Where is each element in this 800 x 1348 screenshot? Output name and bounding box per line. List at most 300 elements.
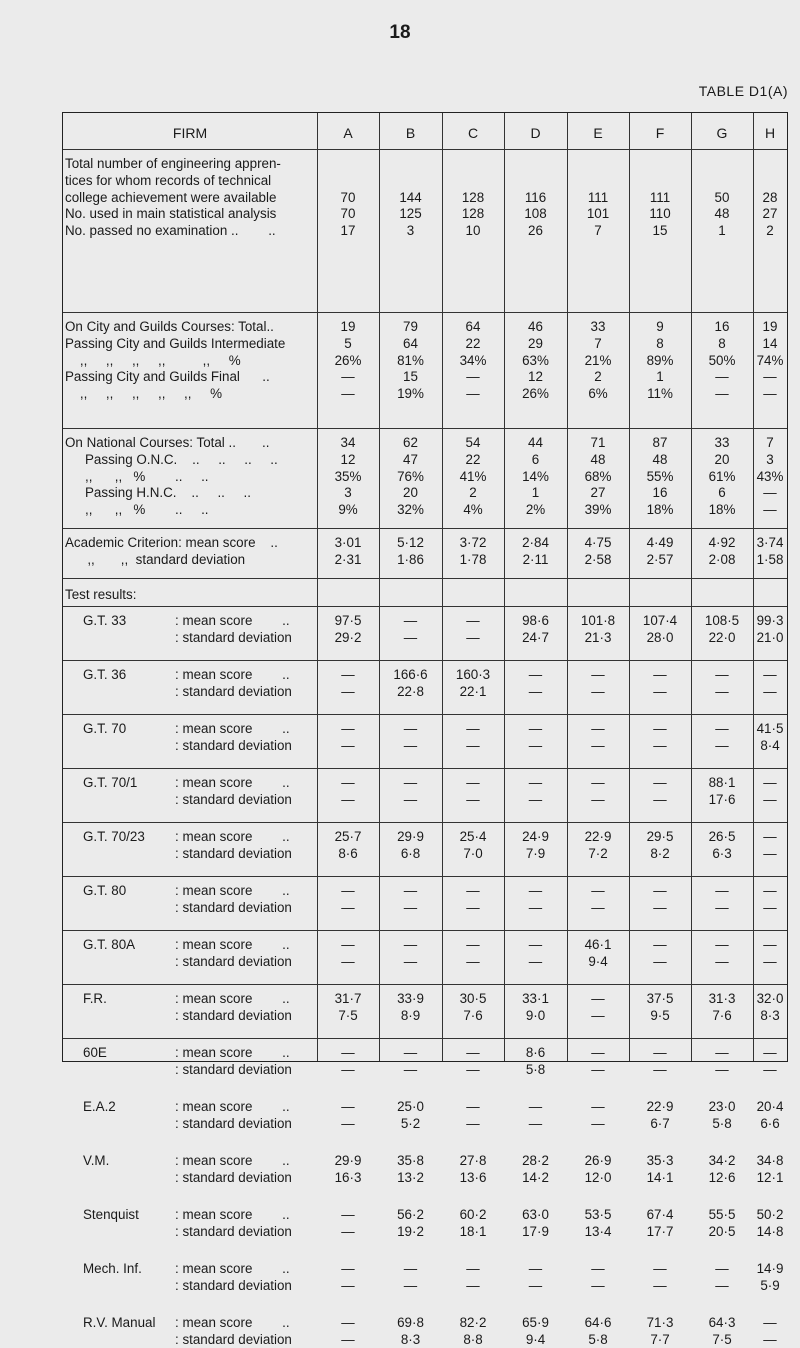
table-cell: 4·92 (708, 535, 736, 550)
standard-deviation-label: : standard deviation (175, 737, 292, 753)
mean-score-label: : mean score .. (175, 1315, 290, 1330)
table-cell: 17 (340, 223, 356, 239)
row-label: college achievement were available (65, 189, 277, 205)
table-cell: — (763, 369, 777, 385)
table-cell: — (653, 1277, 667, 1293)
table-cell: 71·3 (646, 1315, 674, 1330)
table-cell: — (591, 991, 605, 1006)
table-cell: 21% (584, 352, 612, 368)
table-cell: 14·9 (756, 1261, 784, 1276)
table-cell: 25·4 (459, 829, 487, 844)
table-cell: — (466, 1115, 480, 1131)
table-cell: 3 (406, 223, 415, 239)
standard-deviation-label: : standard deviation (175, 1277, 292, 1293)
table-cell: — (653, 937, 667, 952)
column-divider (629, 113, 630, 1061)
table-cell: 8·4 (760, 737, 780, 753)
table-cell: 18% (646, 502, 674, 518)
test-name: 60E (83, 1045, 107, 1060)
table-cell: 5 (344, 335, 352, 351)
table-cell: 101 (586, 206, 610, 222)
table-cell: 9·4 (525, 1331, 546, 1347)
table-cell: — (341, 369, 355, 385)
table-cell: 44 (528, 435, 543, 450)
table-cell: 19·2 (397, 1223, 424, 1239)
column-header: B (405, 125, 416, 141)
row-divider (63, 428, 787, 429)
table-cell: — (341, 1315, 355, 1330)
table-cell: — (591, 1277, 605, 1293)
table-cell: — (466, 791, 480, 807)
table-cell: 29·2 (334, 629, 362, 645)
table-cell: 12 (528, 369, 543, 385)
table-cell: 88·1 (708, 775, 736, 790)
table-cell: 50% (708, 352, 736, 368)
test-name: Mech. Inf. (83, 1261, 142, 1276)
table-cell: 2 (469, 485, 477, 501)
row-divider (63, 660, 787, 661)
table-cell: 20·4 (756, 1099, 784, 1114)
standard-deviation-label: : standard deviation (175, 953, 292, 969)
table-cell: — (341, 667, 355, 682)
mean-score-label: : mean score .. (175, 1207, 290, 1222)
table-cell: — (653, 883, 667, 898)
table-cell: 20 (403, 485, 418, 501)
table-cell: — (403, 1277, 418, 1293)
table-cell: — (763, 1315, 777, 1330)
table-cell: 7 (594, 335, 602, 351)
table-cell: 97·5 (334, 613, 362, 628)
table-cell: 26% (334, 352, 362, 368)
table-cell: — (466, 613, 480, 628)
column-header: FIRM (172, 125, 208, 141)
table-cell: — (528, 953, 543, 969)
table-cell: 7·6 (712, 1007, 732, 1023)
standard-deviation-label: : standard deviation (175, 899, 292, 915)
table-cell: — (466, 1099, 480, 1114)
table-cell: — (341, 883, 355, 898)
table-cell: 7 (766, 435, 774, 450)
table-cell: 1 (718, 223, 726, 239)
table-cell: 3·74 (756, 535, 784, 550)
column-header: E (593, 125, 603, 141)
table-cell: 26·5 (708, 829, 736, 844)
table-cell: — (591, 1045, 605, 1060)
table-cell: 68% (584, 468, 612, 484)
table-cell: 12·1 (756, 1169, 784, 1185)
table-cell: 32% (397, 502, 424, 518)
table-cell: 7·9 (525, 845, 546, 861)
table-cell: 89% (646, 352, 674, 368)
row-label: ,, ,, ,, ,, ,, % (65, 352, 241, 368)
table-cell: — (341, 386, 355, 402)
table-cell: — (715, 386, 729, 402)
table-cell: 70 (340, 206, 356, 222)
test-name: G.T. 36 (83, 667, 127, 682)
table-cell: 31·7 (334, 991, 362, 1006)
table-cell: — (403, 883, 418, 898)
table-cell: 6·3 (712, 845, 732, 861)
table-cell: 1·86 (397, 551, 424, 567)
row-divider (63, 312, 787, 313)
table-cell: 4% (463, 502, 483, 518)
table-cell: 15 (403, 369, 418, 385)
table-cell: — (403, 737, 418, 753)
table-cell: — (763, 775, 777, 790)
table-cell: 18·1 (459, 1223, 487, 1239)
table-cell: 22·8 (397, 683, 424, 699)
row-label: ,, ,, % .. .. (85, 468, 209, 484)
table-cell: 6·6 (760, 1115, 780, 1131)
mean-score-label: : mean score .. (175, 1261, 290, 1276)
table-cell: 39% (584, 502, 612, 518)
table-cell: — (763, 386, 777, 402)
table-cell: 71 (590, 435, 606, 450)
row-label: On National Courses: Total .. .. (65, 435, 270, 450)
table-cell: 35·3 (646, 1153, 674, 1168)
table-cell: 26 (528, 223, 543, 239)
table-cell: 24·7 (522, 629, 549, 645)
table-cell: — (466, 629, 480, 645)
table-cell: — (715, 1061, 729, 1077)
test-name: Stenquist (83, 1207, 139, 1222)
table-cell: — (403, 613, 418, 628)
standard-deviation-label: : standard deviation (175, 1115, 292, 1131)
table-cell: 3 (344, 485, 352, 501)
row-label: No. passed no examination .. .. (65, 223, 276, 239)
table-cell: 27 (590, 485, 606, 501)
table-cell: 50·2 (756, 1207, 784, 1222)
table-cell: — (341, 791, 355, 807)
table-cell: 87 (652, 435, 668, 450)
table-cell: 7·2 (588, 845, 608, 861)
table-cell: 56·2 (397, 1207, 424, 1222)
row-divider (63, 822, 787, 823)
table-cell: — (763, 502, 777, 518)
table-cell: 48 (652, 451, 668, 467)
table-cell: 7·6 (463, 1007, 483, 1023)
table-cell: 20 (714, 451, 730, 467)
table-cell: — (528, 899, 543, 915)
table-cell: — (653, 683, 667, 699)
table-cell: — (591, 1115, 605, 1131)
table-cell: 29·5 (646, 829, 674, 844)
table-cell: 35·8 (397, 1153, 424, 1168)
table-cell: 9·5 (650, 1007, 670, 1023)
table-cell: 3 (766, 451, 774, 467)
table-cell: 28·2 (522, 1153, 549, 1168)
table-cell: — (341, 1277, 355, 1293)
column-divider (442, 113, 443, 1061)
table-cell: 111 (649, 189, 671, 205)
table-cell: — (591, 667, 605, 682)
column-divider (567, 113, 568, 1061)
table-cell: — (403, 953, 418, 969)
table-cell: — (341, 899, 355, 915)
table-cell: — (403, 629, 418, 645)
table-cell: — (466, 1261, 480, 1276)
row-label: ,, ,, standard deviation (65, 551, 246, 567)
table-cell: — (341, 1061, 355, 1077)
table-cell: — (763, 953, 777, 969)
table-cell: 55·5 (708, 1207, 736, 1222)
table-cell: 2·31 (334, 551, 362, 567)
table-cell: — (403, 1061, 418, 1077)
table-cell: 79 (403, 319, 418, 334)
standard-deviation-label: : standard deviation (175, 1223, 292, 1239)
table-cell: 74% (756, 352, 784, 368)
table-cell: — (763, 845, 777, 861)
table-cell: — (341, 721, 355, 736)
row-label: Test results: (65, 587, 137, 602)
row-label: Passing H.N.C. .. .. .. (85, 485, 251, 501)
table-cell: — (715, 737, 729, 753)
table-cell: 65·9 (522, 1315, 549, 1330)
table-cell: 9 (656, 319, 664, 334)
standard-deviation-label: : standard deviation (175, 1331, 292, 1347)
mean-score-label: : mean score .. (175, 721, 290, 736)
table-cell: 6 (531, 451, 540, 467)
standard-deviation-label: : standard deviation (175, 1007, 292, 1023)
table-cell: — (403, 1261, 418, 1276)
standard-deviation-label: : standard deviation (175, 845, 292, 861)
table-cell: — (403, 1045, 418, 1060)
table-cell: — (763, 937, 777, 952)
table-cell: 14·8 (756, 1223, 784, 1239)
table-cell: 101·8 (580, 613, 616, 628)
table-caption: TABLE D1(A) (698, 83, 788, 99)
table-cell: 61% (708, 468, 736, 484)
table-cell: 29·9 (397, 829, 424, 844)
table-cell: 64 (465, 319, 481, 334)
table-cell: — (715, 899, 729, 915)
table-cell: 14·1 (646, 1169, 674, 1185)
table-cell: 16 (714, 319, 730, 334)
table-cell: 128 (461, 189, 485, 205)
table-cell: — (653, 1061, 667, 1077)
table-cell: 16·3 (334, 1169, 362, 1185)
table-cell: 22·9 (646, 1099, 674, 1114)
table-cell: 2 (766, 223, 774, 239)
table-cell: 25·0 (397, 1099, 424, 1114)
test-name: G.T. 70 (83, 721, 127, 736)
table-cell: — (341, 1207, 355, 1222)
table-cell: 35% (334, 468, 362, 484)
row-divider (63, 930, 787, 931)
table-cell: 1·58 (756, 551, 784, 567)
table-cell: 48 (590, 451, 606, 467)
table-cell: — (591, 1061, 605, 1077)
table-cell: 53·5 (584, 1207, 612, 1222)
mean-score-label: : mean score .. (175, 613, 290, 628)
row-divider (63, 984, 787, 985)
table-cell: 34·2 (708, 1153, 736, 1168)
table-cell: — (763, 1045, 777, 1060)
table-cell: 18% (708, 502, 736, 518)
table-cell: 17·6 (708, 791, 736, 807)
row-label: ,, ,, % .. .. (85, 502, 209, 518)
table-cell: — (591, 791, 605, 807)
table-cell: 22·1 (459, 683, 487, 699)
table-cell: 17·9 (522, 1223, 549, 1239)
table-cell: 7·5 (712, 1331, 732, 1347)
table-cell: 41·5 (756, 721, 784, 736)
standard-deviation-label: : standard deviation (175, 1169, 292, 1185)
table-cell: 48 (714, 206, 730, 222)
table-cell: 8·6 (525, 1045, 546, 1060)
standard-deviation-label: : standard deviation (175, 683, 292, 699)
table-cell: — (763, 883, 777, 898)
table-cell: 7·5 (338, 1007, 358, 1023)
row-label: No. used in main statistical analysis (65, 206, 277, 222)
table-cell: — (715, 883, 729, 898)
table-cell: — (591, 737, 605, 753)
table-cell: 7 (594, 223, 602, 239)
table-cell: — (763, 1061, 777, 1077)
table-cell: — (715, 953, 729, 969)
table-cell: — (653, 791, 667, 807)
row-divider (63, 149, 787, 150)
table-cell: — (763, 683, 777, 699)
column-header: G (716, 125, 728, 141)
mean-score-label: : mean score .. (175, 1153, 290, 1168)
table-cell: 3·72 (459, 535, 487, 550)
table-cell: 32·0 (756, 991, 784, 1006)
table-cell: 16 (652, 485, 668, 501)
table-cell: 5·12 (397, 535, 424, 550)
table-cell: 28·0 (646, 629, 674, 645)
table-cell: — (653, 667, 667, 682)
table-cell: 14% (522, 468, 549, 484)
table-cell: — (466, 937, 480, 952)
table-cell: — (528, 1115, 543, 1131)
row-divider (63, 1038, 787, 1039)
table-cell: 12·0 (584, 1169, 612, 1185)
table-cell: — (715, 683, 729, 699)
table-cell: — (715, 1261, 729, 1276)
column-divider (379, 113, 380, 1061)
table-cell: — (403, 721, 418, 736)
table-cell: 8·2 (650, 845, 670, 861)
table-cell: 166·6 (393, 667, 428, 682)
row-label: Passing City and Guilds Intermediate (65, 335, 286, 351)
table-cell: 6% (588, 386, 608, 402)
table-cell: 5·8 (712, 1115, 732, 1131)
table-cell: 26% (522, 386, 549, 402)
table-cell: 15 (652, 223, 668, 239)
table-cell: 34·8 (756, 1153, 784, 1168)
table-cell: 5·9 (760, 1277, 780, 1293)
table-cell: — (528, 1261, 543, 1276)
table-cell: 116 (524, 189, 547, 205)
table-cell: — (466, 883, 480, 898)
table-cell: 22·9 (584, 829, 612, 844)
table-cell: 81% (397, 352, 424, 368)
table-cell: 160·3 (455, 667, 491, 682)
table-cell: — (591, 1261, 605, 1276)
test-name: V.M. (83, 1153, 110, 1168)
table-cell: — (466, 737, 480, 753)
table-cell: — (528, 667, 543, 682)
table-cell: 33·1 (522, 991, 549, 1006)
test-name: F.R. (83, 991, 107, 1006)
table-cell: 22·0 (708, 629, 736, 645)
row-divider (63, 528, 787, 529)
table-cell: 60·2 (459, 1207, 487, 1222)
table-cell: 64 (403, 335, 418, 351)
table-cell: — (403, 791, 418, 807)
column-header: D (530, 125, 541, 141)
table-cell: — (591, 683, 605, 699)
table-cell: — (466, 386, 480, 402)
table-cell: — (653, 953, 667, 969)
mean-score-label: : mean score .. (175, 1099, 290, 1114)
table-cell: 98·6 (522, 613, 549, 628)
table-cell: 2% (525, 502, 546, 518)
table-cell: — (591, 899, 605, 915)
table-cell: 23·0 (708, 1099, 736, 1114)
table-cell: — (466, 1045, 480, 1060)
table-cell: 19 (762, 319, 778, 334)
row-label: Passing City and Guilds Final .. (65, 369, 270, 385)
table-cell: — (715, 369, 729, 385)
table-cell: 34 (340, 435, 356, 450)
table-cell: 21·0 (756, 629, 784, 645)
table-cell: 3·01 (334, 535, 362, 550)
table-cell: — (591, 1007, 605, 1023)
row-divider (63, 714, 787, 715)
row-label: ,, ,, ,, ,, ,, % (65, 386, 223, 402)
table-cell: 20·5 (708, 1223, 736, 1239)
table-cell: — (341, 1261, 355, 1276)
table-cell: 19% (397, 386, 424, 402)
table-cell: — (341, 737, 355, 753)
table-cell: — (653, 1045, 667, 1060)
mean-score-label: : mean score .. (175, 1045, 290, 1060)
table-cell: 29 (528, 335, 543, 351)
test-name: G.T. 80 (83, 883, 127, 898)
table-cell: 22 (465, 451, 481, 467)
table-cell: — (528, 791, 543, 807)
table-cell: 8·3 (760, 1007, 780, 1023)
table-cell: 108·5 (704, 613, 740, 628)
table-cell: — (341, 1115, 355, 1131)
table-cell: — (528, 1099, 543, 1114)
standard-deviation-label: : standard deviation (175, 791, 292, 807)
table-cell: — (341, 937, 355, 952)
table-cell: — (591, 1099, 605, 1114)
row-label: On City and Guilds Courses: Total.. (65, 319, 274, 334)
column-divider (504, 113, 505, 1061)
row-divider (63, 578, 787, 579)
table-cell: 6 (718, 485, 726, 501)
table-cell: 2·84 (522, 535, 549, 550)
table-cell: — (715, 721, 729, 736)
table-cell: 27 (762, 206, 778, 222)
table-cell: 37·5 (646, 991, 674, 1006)
table-cell: 55% (646, 468, 674, 484)
table-cell: 9·4 (588, 953, 608, 969)
table-cell: 33 (714, 435, 730, 450)
table-cell: 11% (647, 386, 673, 402)
table-cell: 8 (656, 335, 664, 351)
table-cell: 27·8 (459, 1153, 487, 1168)
table-cell: 12 (340, 451, 356, 467)
table-cell: — (715, 937, 729, 952)
table-cell: 64·6 (584, 1315, 612, 1330)
table-cell: 12·6 (708, 1169, 736, 1185)
table-cell: — (341, 1099, 355, 1114)
